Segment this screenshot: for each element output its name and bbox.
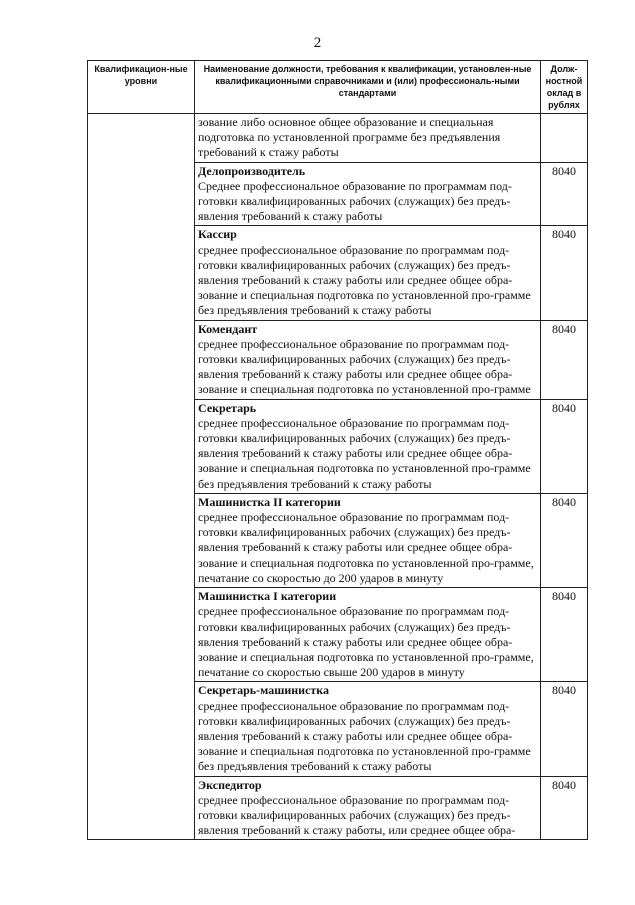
salary-cell: [541, 114, 588, 163]
salary-table: [87, 60, 588, 840]
salary-cell: 8040: [541, 320, 588, 399]
position-requirements: среднее профессиональное образование по программам под-готовки квалифицированных рабочих (служащих) без предъ-явления требований к стажу работы или среднее общее обра-зование и специальная подготовка по установленной про-грамме, печатание со скоростью свыше 200 ударов в минуту: [198, 604, 534, 680]
salary-cell: 8040: [541, 399, 588, 493]
position-title: Секретарь: [198, 400, 257, 415]
position-requirements: среднее профессиональное образование по программам под-готовки квалифицированных рабочих (служащих) без предъ-явления требований к стажу работы или среднее общее обра-зование и специальная подготовка по установленной про-грамме без предъявления требований к стажу работы: [198, 415, 531, 491]
position-title: Комендант: [198, 321, 258, 336]
header-position: Наименование должности, требования к квалификации, установлен-ные квалификационными справочниками и (или) профессиональ-ными стандартами: [195, 61, 541, 114]
salary-cell: 8040: [541, 493, 588, 587]
position-title: Кассир: [198, 227, 237, 242]
position-cell: [195, 226, 541, 320]
position-cell: [195, 493, 541, 587]
position-requirements: среднее профессиональное образование по программам под-готовки квалифицированных рабочих (служащих) без предъ-явления требований к стажу работы или среднее общее обра-зование и специальная подготовка по установленной про-грамме: [198, 336, 531, 397]
position-title: Машинистка I категории: [198, 589, 337, 604]
position-requirements: Среднее профессиональное образование по программам под-готовки квалифицированных рабочих (служащих) без предъ-явления требований к стажу работы: [198, 178, 512, 224]
position-cell: [195, 588, 541, 682]
salary-cell: 8040: [541, 588, 588, 682]
position-cell: [195, 399, 541, 493]
header-level: Квалификацион-ные уровни: [88, 61, 195, 114]
salary-cell: 8040: [541, 682, 588, 776]
table-header-row: [88, 61, 588, 114]
level-cell: [88, 114, 195, 840]
salary-cell: 8040: [541, 776, 588, 840]
position-cell: [195, 776, 541, 840]
position-title: Секретарь-машинистка: [198, 683, 330, 698]
position-cell: [195, 682, 541, 776]
position-requirements: среднее профессиональное образование по программам под-готовки квалифицированных рабочих (служащих) без предъ-явления требований к стажу работы или среднее общее обра-зование и специальная подготовка по установленной про-грамме без предъявления требований к стажу работы: [198, 242, 531, 318]
salary-cell: 8040: [541, 162, 588, 226]
position-title: Машинистка II категории: [198, 494, 341, 509]
position-title: Экспедитор: [198, 777, 262, 792]
position-cell: [195, 114, 541, 163]
position-cell: [195, 320, 541, 399]
position-requirements: среднее профессиональное образование по программам под-готовки квалифицированных рабочих (служащих) без предъ-явления требований к стажу работы, или среднее общее обра-: [198, 792, 516, 838]
page-number: 2: [313, 35, 322, 51]
table-row: [88, 114, 588, 163]
position-requirements: среднее профессиональное образование по программам под-готовки квалифицированных рабочих (служащих) без предъ-явления требований к стажу работы или среднее общее обра-зование и специальная подготовка по установленной про-грамме без предъявления требований к стажу работы: [198, 698, 531, 774]
salary-cell: 8040: [541, 226, 588, 320]
position-cell: [195, 162, 541, 226]
position-title: Делопроизводитель: [198, 163, 306, 178]
requirements-continuation: зование либо основное общее образование и специальная подготовка по установленной программе без предъявления требований к стажу работы: [198, 115, 501, 160]
position-requirements: среднее профессиональное образование по программам под-готовки квалифицированных рабочих (служащих) без предъ-явления требований к стажу работы или среднее общее обра-зование и специальная подготовка по установленной про-грамме, печатание со скоростью до 200 ударов в минуту: [198, 510, 534, 585]
header-salary: Долж-ностной оклад в рублях: [541, 61, 588, 114]
